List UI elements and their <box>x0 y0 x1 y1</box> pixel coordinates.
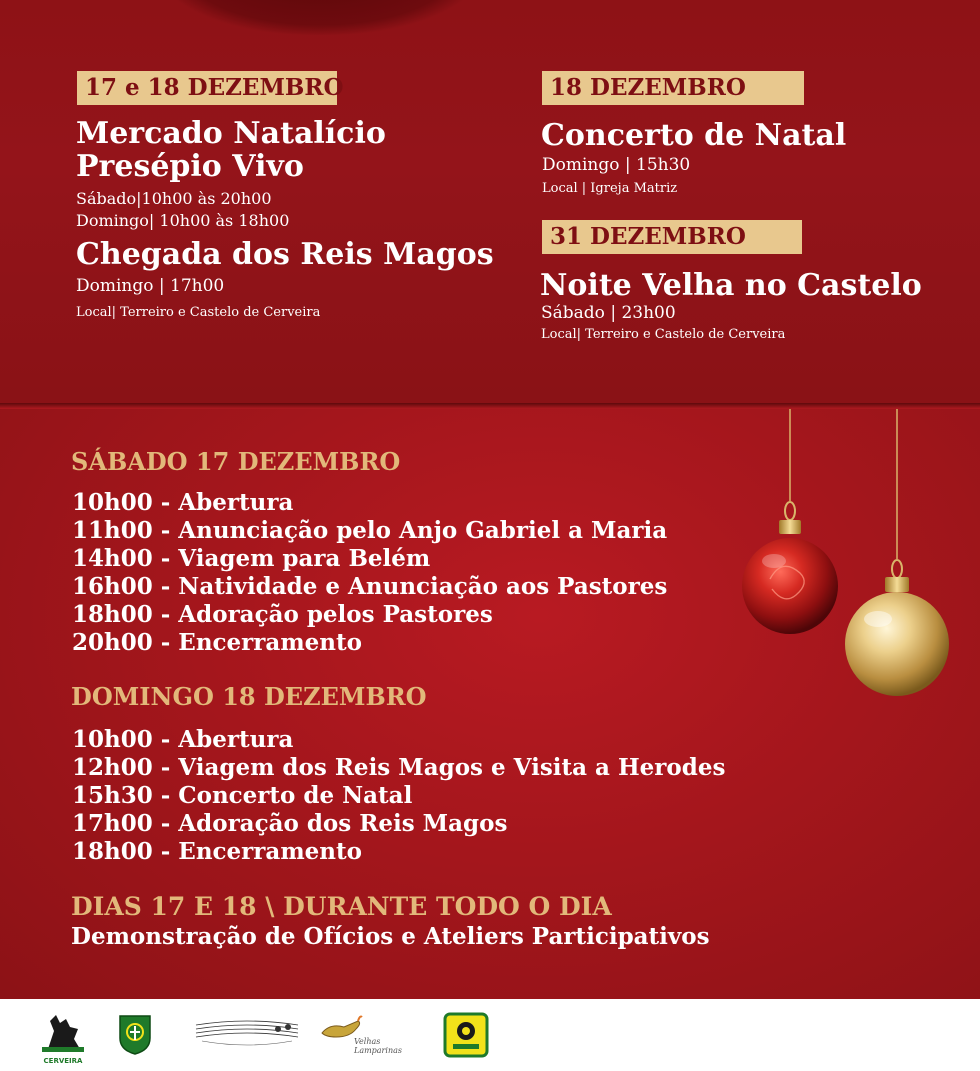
saturday-item: 14h00 - Viagem para Belém <box>72 545 431 572</box>
event-location-noite-velha: Local| Terreiro e Castelo de Cerveira <box>541 327 786 342</box>
top-events-panel <box>0 0 980 404</box>
saturday-heading: SÁBADO 17 DEZEMBRO <box>71 447 401 476</box>
saturday-item: 16h00 - Natividade e Anunciação aos Pastores <box>72 573 668 600</box>
schedule-panel <box>0 409 980 999</box>
saturday-item: 20h00 - Encerramento <box>72 629 362 656</box>
cerveira-logo <box>40 1011 86 1065</box>
date-tag-17-18: 17 e 18 DEZEMBRO <box>77 71 337 105</box>
decorative-swoosh <box>160 0 480 35</box>
saturday-schedule-list <box>72 489 667 657</box>
event-location-reis-magos: Local| Terreiro e Castelo de Cerveira <box>76 305 321 320</box>
cerveira-label: CERVEIRA <box>43 1057 83 1065</box>
music-staff-logo-icon <box>192 1015 302 1051</box>
event-location-concerto: Local | Igreja Matriz <box>542 181 678 196</box>
sunday-item: 17h00 - Adoração dos Reis Magos <box>72 810 508 837</box>
sunday-item: 10h00 - Abertura <box>72 726 294 753</box>
date-tag-18: 18 DEZEMBRO <box>542 71 804 105</box>
shield-crest-icon <box>118 1014 152 1056</box>
christmas-ornaments-icon <box>730 409 970 709</box>
event-title-presepio: Presépio Vivo <box>76 149 304 184</box>
event-title-reis-magos: Chegada dos Reis Magos <box>76 237 494 272</box>
date-tag-31: 31 DEZEMBRO <box>542 220 802 254</box>
sunday-item: 12h00 - Viagem dos Reis Magos e Visita a Herodes <box>72 754 726 781</box>
event-hours-saturday: Sábado|10h00 às 20h00 <box>76 189 272 208</box>
event-hours-sunday: Domingo| 10h00 às 18h00 <box>76 211 290 230</box>
all-day-text: Demonstração de Ofícios e Ateliers Participativos <box>71 923 710 950</box>
saturday-item: 18h00 - Adoração pelos Pastores <box>72 601 493 628</box>
event-title-concerto: Concerto de Natal <box>541 118 847 153</box>
event-title-noite-velha: Noite Velha no Castelo <box>540 268 922 303</box>
event-time-noite-velha: Sábado | 23h00 <box>541 303 676 323</box>
yellow-badge-logo-icon <box>443 1012 489 1058</box>
saturday-item: 11h00 - Anunciação pelo Anjo Gabriel a Maria <box>72 517 668 544</box>
saturday-item: 10h00 - Abertura <box>72 489 294 516</box>
sunday-heading: DOMINGO 18 DEZEMBRO <box>71 682 427 711</box>
event-time-concerto: Domingo | 15h30 <box>542 155 691 175</box>
deer-icon <box>40 1011 86 1053</box>
event-title-mercado: Mercado Natalício <box>76 116 386 151</box>
all-day-heading: DIAS 17 E 18 \ DURANTE TODO O DIA <box>71 892 612 921</box>
sunday-schedule-list <box>72 726 725 866</box>
sunday-item: 15h30 - Concerto de Natal <box>72 782 413 809</box>
event-time-reis-magos: Domingo | 17h00 <box>76 276 225 296</box>
lamp-logo <box>318 1015 428 1055</box>
sunday-item: 18h00 - Encerramento <box>72 838 362 865</box>
lamp-label: Velhas Lamparinas <box>354 1037 402 1055</box>
footer-sponsors <box>0 999 980 1071</box>
